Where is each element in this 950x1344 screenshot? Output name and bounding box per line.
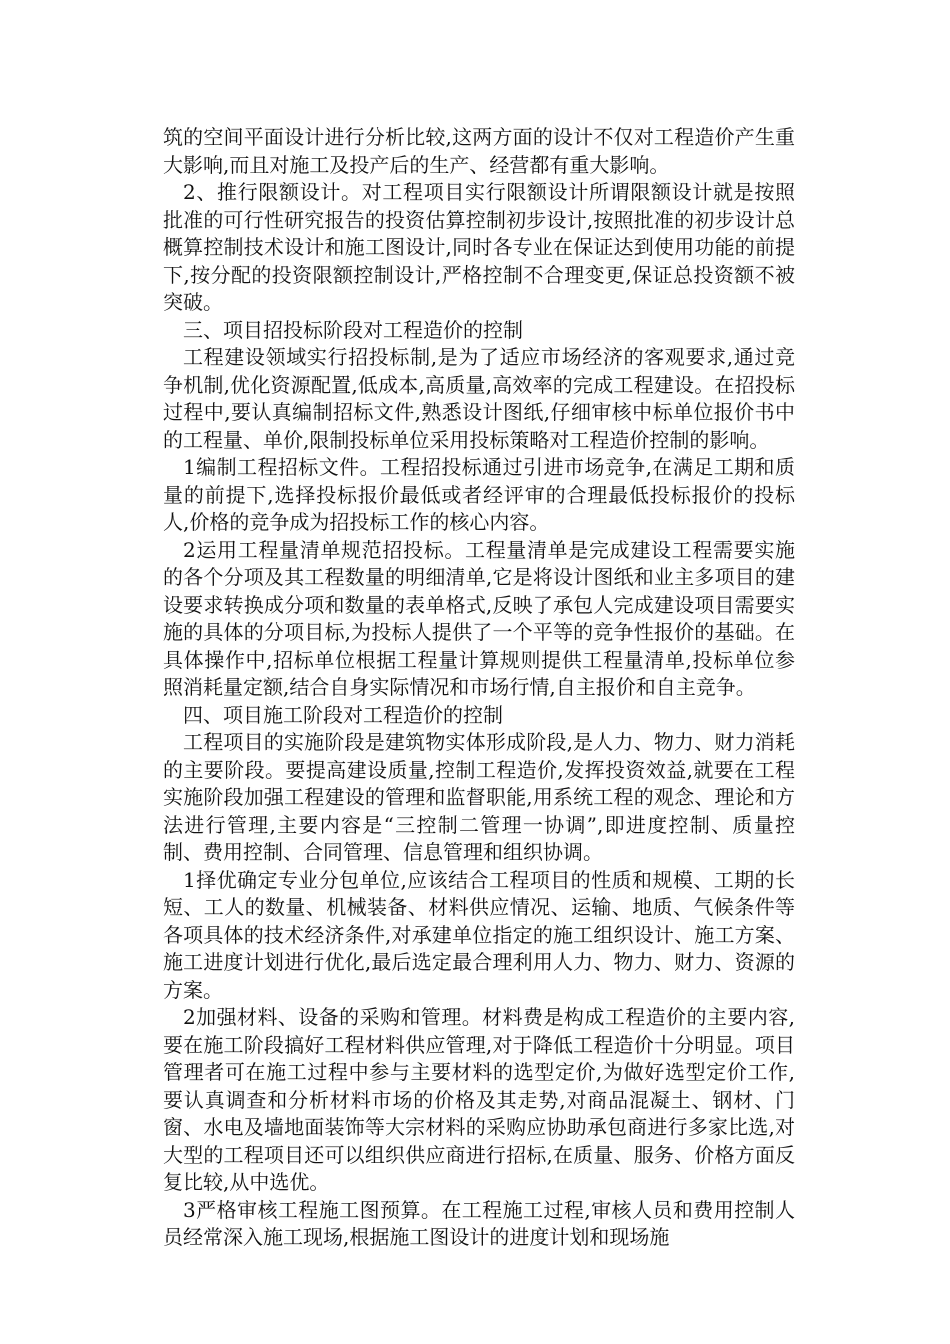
document-body — [163, 124, 795, 1252]
paragraph-6: 2运用工程量清单规范招投标。工程量清单是完成建设工程需要实施的各个分项及其工程数量的明细清单,它是将设计图纸和业主多项目的建设要求转换成分项和数量的表单格式,反映了承包人完成建设项目需要实施的具体的分项目标,为投标人提供了一个平等的竞争性报价的基础。在具体操作中,招标单位根据工程量计算规则提供工程量清单,投标单位参照消耗量定额,结合自身实际情况和市场行情,自主报价和自主竞争。 — [163, 537, 795, 699]
paragraph-11: 3严格审核工程施工图预算。在工程施工过程,审核人员和费用控制人员经常深入施工现场,根据施工图设计的进度计划和现场施 — [163, 1197, 795, 1249]
paragraph-10: 2加强材料、设备的采购和管理。材料费是构成工程造价的主要内容,要在施工阶段搞好工程材料供应管理,对于降低工程造价十分明显。项目管理者可在施工过程中参与主要材料的选型定价,为做好选型定价工作,要认真调查和分析材料市场的价格及其走势,对商品混凝土、钢材、门窗、水电及墙地面装饰等大宗材料的采购应协助承包商进行多家比选,对大型的工程项目还可以组织供应商进行招标,在质量、服务、价格方面反复比较,从中选优。 — [163, 1005, 795, 1194]
paragraph-1: 筑的空间平面设计进行分析比较,这两方面的设计不仅对工程造价产生重大影响,而且对施工及投产后的生产、经营都有重大影响。 — [163, 125, 795, 177]
section-heading-3: 三、项目招投标阶段对工程造价的控制 — [183, 317, 523, 342]
paragraph-2: 2、推行限额设计。对工程项目实行限额设计所谓限额设计就是按照批准的可行性研究报告的投资估算控制初步设计,按照批准的初步设计总概算控制技术设计和施工图设计,同时各专业在保证达到使用功能的前提下,按分配的投资限额控制设计,严格控制不合理变更,保证总投资额不被突破。 — [163, 180, 795, 314]
section-heading-4: 四、项目施工阶段对工程造价的控制 — [183, 702, 503, 727]
paragraph-5: 1编制工程招标文件。工程招投标通过引进市场竞争,在满足工期和质量的前提下,选择投标报价最低或者经评审的合理最低投标报价的投标人,价格的竞争成为招投标工作的核心内容。 — [163, 455, 795, 534]
paragraph-4: 工程建设领域实行招投标制,是为了适应市场经济的客观要求,通过竞争机制,优化资源配置,低成本,高质量,高效率的完成工程建设。在招投标过程中,要认真编制招标文件,熟悉设计图纸,仔细审核中标单位报价书中的工程量、单价,限制投标单位采用投标策略对工程造价控制的影响。 — [163, 345, 795, 452]
paragraph-9: 1择优确定专业分包单位,应该结合工程项目的性质和规模、工期的长短、工人的数量、机械装备、材料供应情况、运输、地质、气候条件等各项具体的技术经济条件,对承建单位指定的施工组织设计、施工方案、施工进度计划进行优化,最后选定最合理利用人力、物力、财力、资源的方案。 — [163, 867, 795, 1002]
paragraph-8: 工程项目的实施阶段是建筑物实体形成阶段,是人力、物力、财力消耗的主要阶段。要提高建设质量,控制工程造价,发挥投资效益,就要在工程实施阶段加强工程建设的管理和监督职能,用系统工程的观念、理论和方法进行管理,主要内容是“三控制二管理一协调”,即进度控制、质量控制、费用控制、合同管理、信息管理和组织协调。 — [163, 730, 795, 864]
